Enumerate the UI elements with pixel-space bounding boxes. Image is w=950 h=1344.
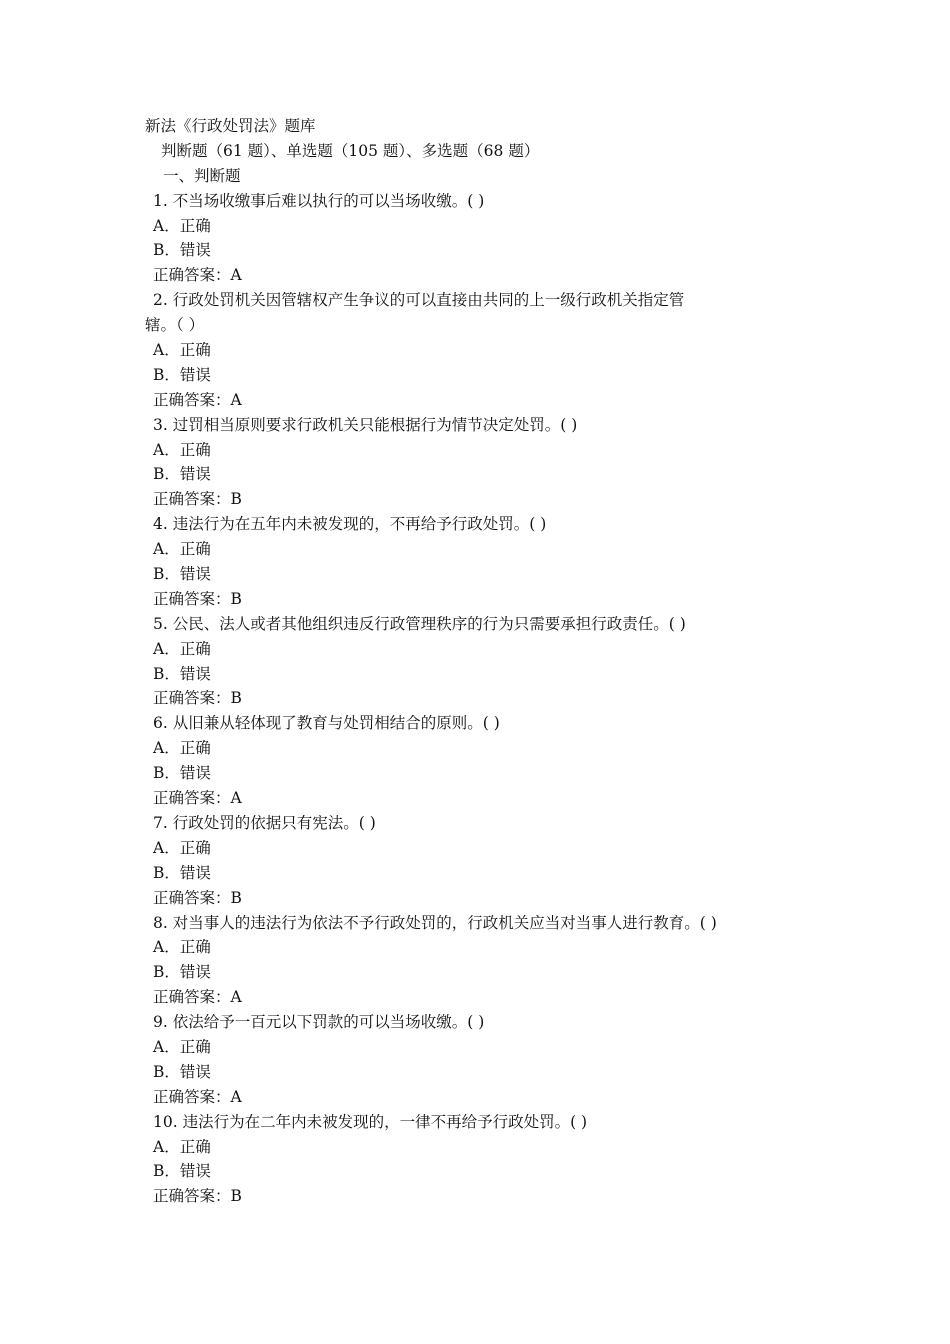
- option-a: A．正确: [153, 739, 211, 758]
- section-heading: 一、判断题: [163, 166, 241, 185]
- answer-line: 正确答案：A: [153, 390, 242, 409]
- question-text: 辖。（ ）: [145, 316, 205, 335]
- question-text: 2. 行政处罚机关因管辖权产生争议的可以直接由共同的上一级行政机关指定管: [153, 291, 685, 310]
- option-b: B．错误: [153, 963, 211, 982]
- document-subtitle: 判断题（61 题）、单选题（105 题）、多选题（68 题）: [161, 141, 540, 160]
- option-a: A．正确: [153, 838, 211, 857]
- question-text: 9. 依法给予一百元以下罚款的可以当场收缴。( ): [153, 1013, 485, 1032]
- question-text: 7. 行政处罚的依据只有宪法。( ): [153, 813, 376, 832]
- question-text: 3. 过罚相当原则要求行政机关只能根据行为情节决定处罚。( ): [153, 415, 578, 434]
- question-text: 6. 从旧兼从轻体现了教育与处罚相结合的原则。( ): [153, 714, 500, 733]
- question-item: [145, 811, 805, 911]
- option-b: B．错误: [153, 1062, 211, 1081]
- option-a: A．正确: [153, 938, 211, 957]
- option-b: B．错误: [153, 764, 211, 783]
- answer-line: 正确答案：B: [153, 888, 242, 907]
- option-a: A．正确: [153, 1037, 211, 1056]
- answer-line: 正确答案：B: [153, 589, 242, 608]
- question-item: [145, 413, 805, 513]
- option-a: A．正确: [153, 1137, 211, 1156]
- option-b: B．错误: [153, 664, 211, 683]
- question-text: 10. 违法行为在二年内未被发现的，一律不再给予行政处罚。( ): [153, 1112, 588, 1131]
- option-b: B．错误: [153, 465, 211, 484]
- answer-line: 正确答案：B: [153, 490, 242, 509]
- question-text: 5. 公民、法人或者其他组织违反行政管理秩序的行为只需要承担行政责任。( ): [153, 614, 686, 633]
- question-item: [145, 189, 805, 289]
- document-body: [145, 114, 805, 1209]
- option-b: B．错误: [153, 241, 211, 260]
- question-item: [145, 612, 805, 712]
- question-item: [145, 911, 805, 1011]
- question-text: 4. 违法行为在五年内未被发现的，不再给予行政处罚。( ): [153, 515, 547, 534]
- answer-line: 正确答案：A: [153, 266, 242, 285]
- option-a: A．正确: [153, 440, 211, 459]
- answer-line: 正确答案：A: [153, 988, 242, 1007]
- option-b: B．错误: [153, 365, 211, 384]
- question-text: 8. 对当事人的违法行为依法不予行政处罚的，行政机关应当对当事人进行教育。( ): [153, 913, 717, 932]
- question-item: [145, 711, 805, 811]
- answer-line: 正确答案：A: [153, 789, 242, 808]
- question-list: [145, 189, 805, 1210]
- option-a: A．正确: [153, 540, 211, 559]
- answer-line: 正确答案：A: [153, 1087, 242, 1106]
- question-item: [145, 1110, 805, 1210]
- question-item: [145, 512, 805, 612]
- option-a: A．正确: [153, 216, 211, 235]
- option-a: A．正确: [153, 341, 211, 360]
- question-item: [145, 1010, 805, 1110]
- option-b: B．错误: [153, 1162, 211, 1181]
- option-b: B．错误: [153, 863, 211, 882]
- answer-line: 正确答案：B: [153, 689, 242, 708]
- option-a: A．正确: [153, 639, 211, 658]
- document-title: 新法《行政处罚法》题库: [145, 117, 316, 135]
- question-item: [145, 288, 805, 412]
- answer-line: 正确答案：B: [153, 1187, 242, 1206]
- option-b: B．错误: [153, 565, 211, 584]
- question-text: 1. 不当场收缴事后难以执行的可以当场收缴。( ): [153, 191, 485, 210]
